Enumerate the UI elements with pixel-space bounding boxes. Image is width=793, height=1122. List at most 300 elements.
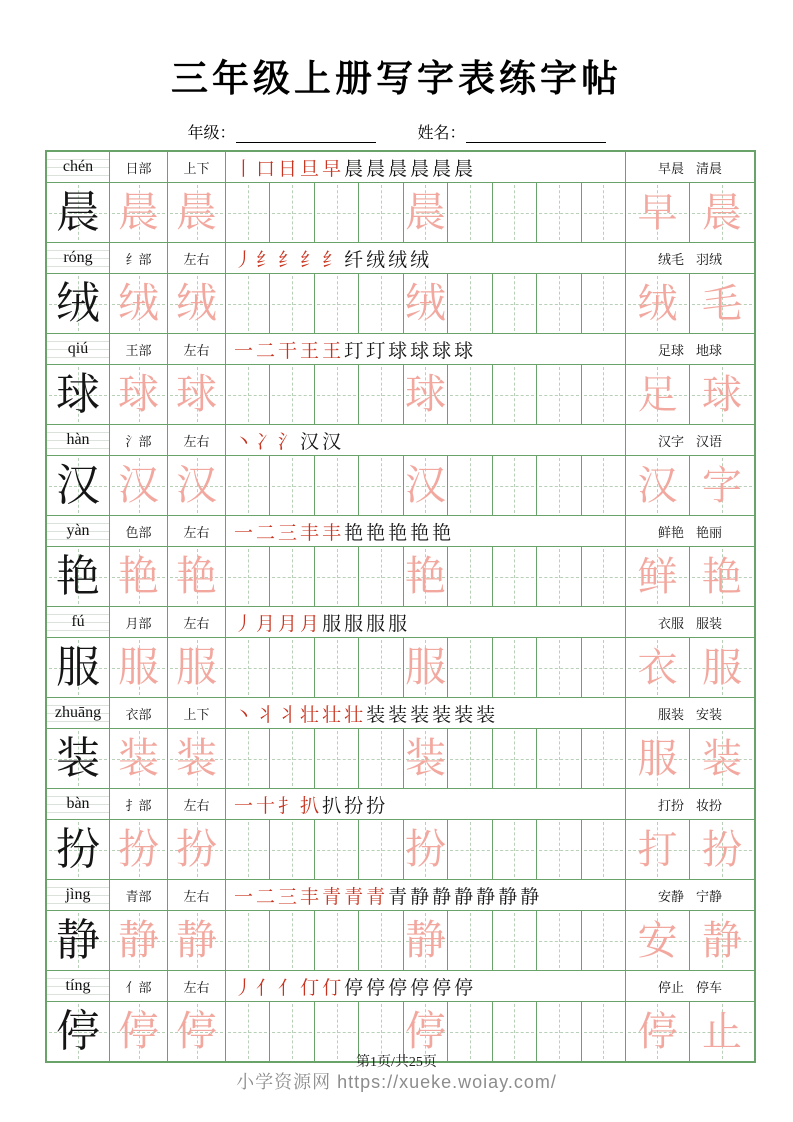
- character-glyph: 装: [701, 735, 742, 781]
- example-words-cell: [626, 152, 754, 182]
- practice-cell-empty: [582, 638, 626, 697]
- pinyin-cell: qiú: [47, 334, 110, 364]
- radical-cell: 氵部: [110, 425, 168, 455]
- pinyin-cell: chén: [47, 152, 110, 182]
- word-char-cell: [626, 729, 690, 788]
- character-glyph: 扮: [56, 824, 100, 874]
- character-glyph: 停: [637, 1008, 678, 1054]
- character-glyph: 装: [176, 735, 217, 781]
- stroke-step: 一: [234, 886, 254, 908]
- radical-cell: 王部: [110, 334, 168, 364]
- stroke-step: 绒: [388, 249, 408, 271]
- character-glyph: 球: [404, 371, 446, 417]
- practice-cell-empty: [270, 547, 314, 606]
- model-char-cell: [47, 729, 110, 788]
- pinyin-cell: zhuāng: [47, 698, 110, 728]
- practice-cell-empty: [493, 638, 537, 697]
- stroke-step: 装: [454, 704, 474, 726]
- pinyin-cell: tíng: [47, 971, 110, 1001]
- character-glyph: 装: [404, 735, 446, 781]
- example-word: 汉字: [657, 433, 684, 449]
- character-glyph: 足: [637, 371, 678, 417]
- stroke-step: 二: [256, 340, 276, 362]
- example-word: 鲜艳: [657, 524, 684, 540]
- stroke-step: 纟: [278, 249, 298, 271]
- stroke-step: 球: [388, 340, 408, 362]
- radical-cell: 纟部: [110, 243, 168, 273]
- stroke-step: 丶: [234, 431, 254, 453]
- practice-cell-empty: [315, 274, 359, 333]
- trace-char-cell: [110, 820, 168, 879]
- stroke-step: 装: [432, 704, 452, 726]
- header-row: [47, 516, 754, 547]
- stroke-step: 氵: [278, 431, 298, 453]
- stroke-step: 玎: [344, 340, 364, 362]
- stroke-step: 纤: [344, 249, 364, 271]
- stroke-step: 停: [344, 977, 364, 999]
- stroke-step: 丰: [322, 522, 342, 544]
- stroke-step: 青: [344, 886, 364, 908]
- practice-cell-empty: [582, 183, 626, 242]
- practice-cell-empty: [582, 274, 626, 333]
- model-char-cell: [47, 638, 110, 697]
- structure-cell: 左右: [168, 607, 226, 637]
- trace-char-cell: [168, 274, 226, 333]
- practice-cell-empty: [582, 456, 626, 515]
- practice-cell-empty: [448, 547, 492, 606]
- stroke-step: 一: [234, 340, 254, 362]
- practice-cell-empty: [315, 456, 359, 515]
- character-glyph: 鲜: [637, 553, 678, 599]
- character-block: [47, 516, 754, 607]
- model-char-cell: [47, 911, 110, 970]
- stroke-step: 装: [476, 704, 496, 726]
- stroke-step: 汉: [300, 431, 320, 453]
- stroke-step: 口: [256, 158, 276, 180]
- character-glyph: 停: [176, 1008, 217, 1054]
- practice-cell-empty: [537, 183, 581, 242]
- structure-cell: 左右: [168, 425, 226, 455]
- stroke-step: 丰: [300, 886, 320, 908]
- practice-row: [47, 183, 754, 243]
- trace-char-cell: [404, 911, 448, 970]
- practice-cell-empty: [359, 274, 403, 333]
- stroke-step: 装: [410, 704, 430, 726]
- example-word: 停止: [657, 979, 684, 995]
- trace-char-cell: [404, 547, 448, 606]
- stroke-step: 月: [256, 613, 276, 635]
- trace-char-cell: [110, 456, 168, 515]
- practice-cell-empty: [359, 365, 403, 424]
- character-glyph: 汉: [637, 462, 678, 508]
- stroke-step: 王: [322, 340, 342, 362]
- stroke-step: 停: [388, 977, 408, 999]
- practice-cell-empty: [226, 820, 270, 879]
- character-glyph: 汉: [56, 460, 100, 510]
- practice-row: [47, 365, 754, 425]
- example-word: 安静: [657, 888, 684, 904]
- practice-cell-empty: [537, 638, 581, 697]
- header-row: [47, 334, 754, 365]
- practice-cell-empty: [448, 911, 492, 970]
- character-glyph: 停: [404, 1008, 446, 1054]
- practice-cell-empty: [226, 365, 270, 424]
- character-glyph: 静: [404, 917, 446, 963]
- character-glyph: 绒: [56, 278, 100, 328]
- practice-row: [47, 456, 754, 516]
- trace-char-cell: [404, 820, 448, 879]
- header-row: [47, 607, 754, 638]
- practice-cell-empty: [270, 183, 314, 242]
- character-glyph: 艳: [404, 553, 446, 599]
- character-glyph: 静: [118, 917, 159, 963]
- stroke-order-cell: [226, 789, 626, 819]
- stroke-step: 静: [520, 886, 540, 908]
- word-char-cell: [626, 456, 690, 515]
- header-row: [47, 971, 754, 1002]
- character-glyph: 艳: [56, 551, 100, 601]
- example-word: 早晨: [657, 160, 684, 176]
- radical-cell: 色部: [110, 516, 168, 546]
- stroke-step: 玎: [366, 340, 386, 362]
- stroke-step: 丬: [256, 704, 276, 726]
- footer-page-number: 第1页/共25页: [356, 1055, 437, 1070]
- practice-cell-empty: [359, 547, 403, 606]
- stroke-order-cell: [226, 971, 626, 1001]
- practice-cell-empty: [537, 547, 581, 606]
- example-word: 宁静: [696, 888, 723, 904]
- trace-char-cell: [404, 274, 448, 333]
- practice-cell-empty: [315, 820, 359, 879]
- grade-blank-field: [236, 123, 376, 143]
- character-block: [47, 971, 754, 1061]
- stroke-order-cell: [226, 334, 626, 364]
- practice-cell-empty: [226, 911, 270, 970]
- character-glyph: 静: [176, 917, 217, 963]
- character-glyph: 止: [701, 1008, 742, 1054]
- grade-label: 年级：: [187, 125, 236, 142]
- stroke-order-cell: [226, 880, 626, 910]
- footer-site-link: 小学资源网 https://xueke.woiay.com/: [236, 1072, 557, 1092]
- stroke-step: 三: [278, 522, 298, 544]
- stroke-order-cell: [226, 152, 626, 182]
- character-glyph: 艳: [118, 553, 159, 599]
- character-glyph: 字: [701, 462, 742, 508]
- practice-cell-empty: [315, 183, 359, 242]
- character-glyph: 绒: [118, 280, 159, 326]
- trace-char-cell: [404, 183, 448, 242]
- example-word: 绒毛: [657, 251, 684, 267]
- stroke-step: 丿: [234, 249, 254, 271]
- stroke-step: 壮: [322, 704, 342, 726]
- stroke-order-cell: [226, 607, 626, 637]
- stroke-step: 停: [454, 977, 474, 999]
- character-glyph: 汉: [118, 462, 159, 508]
- character-glyph: 静: [701, 917, 742, 963]
- stroke-order-cell: [226, 425, 626, 455]
- character-glyph: 晨: [56, 187, 100, 237]
- stroke-step: 静: [498, 886, 518, 908]
- character-glyph: 服: [176, 644, 217, 690]
- character-glyph: 球: [56, 369, 100, 419]
- example-word: 清晨: [696, 160, 723, 176]
- practice-cell-empty: [359, 820, 403, 879]
- word-char-cell: [690, 638, 754, 697]
- stroke-order-cell: [226, 698, 626, 728]
- stroke-step: 静: [410, 886, 430, 908]
- stroke-step: 十: [256, 795, 276, 817]
- stroke-step: 亻: [278, 977, 298, 999]
- character-glyph: 停: [118, 1008, 159, 1054]
- character-glyph: 服: [56, 642, 100, 692]
- stroke-step: 纟: [256, 249, 276, 271]
- stroke-step: 球: [454, 340, 474, 362]
- character-glyph: 装: [118, 735, 159, 781]
- practice-row: [47, 729, 754, 789]
- trace-char-cell: [404, 456, 448, 515]
- character-glyph: 艳: [176, 553, 217, 599]
- practice-cell-empty: [493, 547, 537, 606]
- radical-cell: 亻部: [110, 971, 168, 1001]
- practice-cell-empty: [359, 911, 403, 970]
- trace-char-cell: [404, 729, 448, 788]
- header-row: [47, 243, 754, 274]
- stroke-step: 扒: [300, 795, 320, 817]
- stroke-step: 纟: [300, 249, 320, 271]
- stroke-step: 王: [300, 340, 320, 362]
- character-glyph: 晨: [118, 189, 159, 235]
- word-char-cell: [626, 365, 690, 424]
- example-word: 安装: [696, 706, 723, 722]
- stroke-step: 绒: [410, 249, 430, 271]
- practice-cell-empty: [582, 729, 626, 788]
- stroke-step: 仃: [300, 977, 320, 999]
- character-glyph: 安: [637, 917, 678, 963]
- stroke-step: 服: [366, 613, 386, 635]
- practice-row: [47, 274, 754, 334]
- pinyin-cell: róng: [47, 243, 110, 273]
- example-word: 服装: [696, 615, 723, 631]
- character-glyph: 早: [637, 189, 678, 235]
- example-words-cell: [626, 789, 754, 819]
- practice-cell-empty: [493, 911, 537, 970]
- character-glyph: 晨: [404, 189, 446, 235]
- character-glyph: 晨: [701, 189, 742, 235]
- example-word: 羽绒: [696, 251, 723, 267]
- word-char-cell: [690, 729, 754, 788]
- character-glyph: 扮: [701, 826, 742, 872]
- trace-char-cell: [110, 274, 168, 333]
- word-char-cell: [626, 547, 690, 606]
- stroke-step: 青: [388, 886, 408, 908]
- trace-char-cell: [168, 547, 226, 606]
- structure-cell: 左右: [168, 243, 226, 273]
- stroke-step: 静: [432, 886, 452, 908]
- character-glyph: 艳: [701, 553, 742, 599]
- practice-cell-empty: [226, 547, 270, 606]
- character-block: [47, 607, 754, 698]
- header-row: [47, 880, 754, 911]
- stroke-step: 装: [388, 704, 408, 726]
- stroke-step: 艳: [432, 522, 452, 544]
- stroke-step: 晨: [388, 158, 408, 180]
- example-words-cell: [626, 880, 754, 910]
- example-words-cell: [626, 334, 754, 364]
- stroke-step: 服: [388, 613, 408, 635]
- character-glyph: 绒: [637, 280, 678, 326]
- practice-table: [45, 150, 756, 1063]
- radical-cell: 月部: [110, 607, 168, 637]
- header-row: [47, 698, 754, 729]
- trace-char-cell: [404, 638, 448, 697]
- character-block: [47, 425, 754, 516]
- word-char-cell: [690, 365, 754, 424]
- stroke-step: 旦: [300, 158, 320, 180]
- radical-cell: 青部: [110, 880, 168, 910]
- character-block: [47, 152, 754, 243]
- trace-char-cell: [110, 729, 168, 788]
- character-glyph: 装: [56, 733, 100, 783]
- stroke-step: 丶: [234, 704, 254, 726]
- practice-cell-empty: [537, 274, 581, 333]
- example-word: 地球: [696, 342, 723, 358]
- practice-cell-empty: [582, 547, 626, 606]
- practice-cell-empty: [315, 365, 359, 424]
- character-glyph: 绒: [176, 280, 217, 326]
- practice-cell-empty: [270, 820, 314, 879]
- structure-cell: 左右: [168, 334, 226, 364]
- stroke-step: 汉: [322, 431, 342, 453]
- trace-char-cell: [110, 183, 168, 242]
- radical-cell: 扌部: [110, 789, 168, 819]
- header-row: [47, 152, 754, 183]
- stroke-order-cell: [226, 243, 626, 273]
- practice-cell-empty: [493, 274, 537, 333]
- practice-cell-empty: [226, 638, 270, 697]
- example-word: 停车: [696, 979, 723, 995]
- grade-name-line: [0, 120, 793, 143]
- trace-char-cell: [110, 365, 168, 424]
- word-char-cell: [690, 820, 754, 879]
- example-words-cell: [626, 516, 754, 546]
- practice-cell-empty: [493, 183, 537, 242]
- character-block: [47, 334, 754, 425]
- practice-row: [47, 911, 754, 971]
- practice-cell-empty: [493, 365, 537, 424]
- stroke-step: 纟: [322, 249, 342, 271]
- example-word: 汉语: [696, 433, 723, 449]
- stroke-step: 丨: [234, 158, 254, 180]
- stroke-step: 停: [366, 977, 386, 999]
- practice-cell-empty: [226, 456, 270, 515]
- character-glyph: 汉: [404, 462, 446, 508]
- example-word: 打扮: [657, 797, 684, 813]
- stroke-step: 艳: [388, 522, 408, 544]
- example-word: 妆扮: [696, 797, 723, 813]
- stroke-order-cell: [226, 516, 626, 546]
- stroke-step: 服: [322, 613, 342, 635]
- practice-row: [47, 820, 754, 880]
- stroke-step: 三: [278, 886, 298, 908]
- stroke-step: 静: [476, 886, 496, 908]
- stroke-step: 丬: [278, 704, 298, 726]
- practice-cell-empty: [537, 365, 581, 424]
- example-words-cell: [626, 243, 754, 273]
- stroke-step: 青: [322, 886, 342, 908]
- stroke-step: 一: [234, 522, 254, 544]
- character-glyph: 服: [701, 644, 742, 690]
- pinyin-cell: fú: [47, 607, 110, 637]
- stroke-step: 丿: [234, 977, 254, 999]
- word-char-cell: [626, 911, 690, 970]
- example-word: 服装: [657, 706, 684, 722]
- practice-cell-empty: [270, 638, 314, 697]
- practice-cell-empty: [315, 911, 359, 970]
- character-glyph: 球: [176, 371, 217, 417]
- stroke-step: 晨: [344, 158, 364, 180]
- character-glyph: 衣: [637, 644, 678, 690]
- header-row: [47, 425, 754, 456]
- character-glyph: 静: [56, 915, 100, 965]
- practice-cell-empty: [448, 183, 492, 242]
- practice-cell-empty: [448, 820, 492, 879]
- practice-cell-empty: [537, 456, 581, 515]
- practice-cell-empty: [359, 456, 403, 515]
- practice-cell-empty: [537, 729, 581, 788]
- trace-char-cell: [110, 911, 168, 970]
- header-row: [47, 789, 754, 820]
- character-glyph: 服: [637, 735, 678, 781]
- stroke-step: 壮: [300, 704, 320, 726]
- stroke-step: 亻: [256, 977, 276, 999]
- pinyin-cell: bàn: [47, 789, 110, 819]
- stroke-step: 艳: [344, 522, 364, 544]
- stroke-step: 仃: [322, 977, 342, 999]
- pinyin-cell: jìng: [47, 880, 110, 910]
- practice-cell-empty: [270, 911, 314, 970]
- trace-char-cell: [168, 365, 226, 424]
- example-words-cell: [626, 425, 754, 455]
- stroke-step: 晨: [454, 158, 474, 180]
- pinyin-cell: hàn: [47, 425, 110, 455]
- radical-cell: 日部: [110, 152, 168, 182]
- model-char-cell: [47, 274, 110, 333]
- structure-cell: 左右: [168, 880, 226, 910]
- practice-cell-empty: [448, 456, 492, 515]
- character-glyph: 停: [56, 1006, 100, 1056]
- structure-cell: 左右: [168, 971, 226, 1001]
- stroke-step: 艳: [410, 522, 430, 544]
- trace-char-cell: [168, 729, 226, 788]
- character-glyph: 服: [118, 644, 159, 690]
- character-glyph: 球: [118, 371, 159, 417]
- stroke-step: 静: [454, 886, 474, 908]
- practice-row: [47, 547, 754, 607]
- practice-cell-empty: [315, 729, 359, 788]
- stroke-step: 丰: [300, 522, 320, 544]
- structure-cell: 上下: [168, 698, 226, 728]
- trace-char-cell: [168, 638, 226, 697]
- structure-cell: 上下: [168, 152, 226, 182]
- practice-cell-empty: [270, 729, 314, 788]
- practice-cell-empty: [448, 729, 492, 788]
- model-char-cell: [47, 456, 110, 515]
- character-glyph: 服: [404, 644, 446, 690]
- word-char-cell: [690, 183, 754, 242]
- example-words-cell: [626, 971, 754, 1001]
- trace-char-cell: [404, 1002, 448, 1061]
- character-block: [47, 698, 754, 789]
